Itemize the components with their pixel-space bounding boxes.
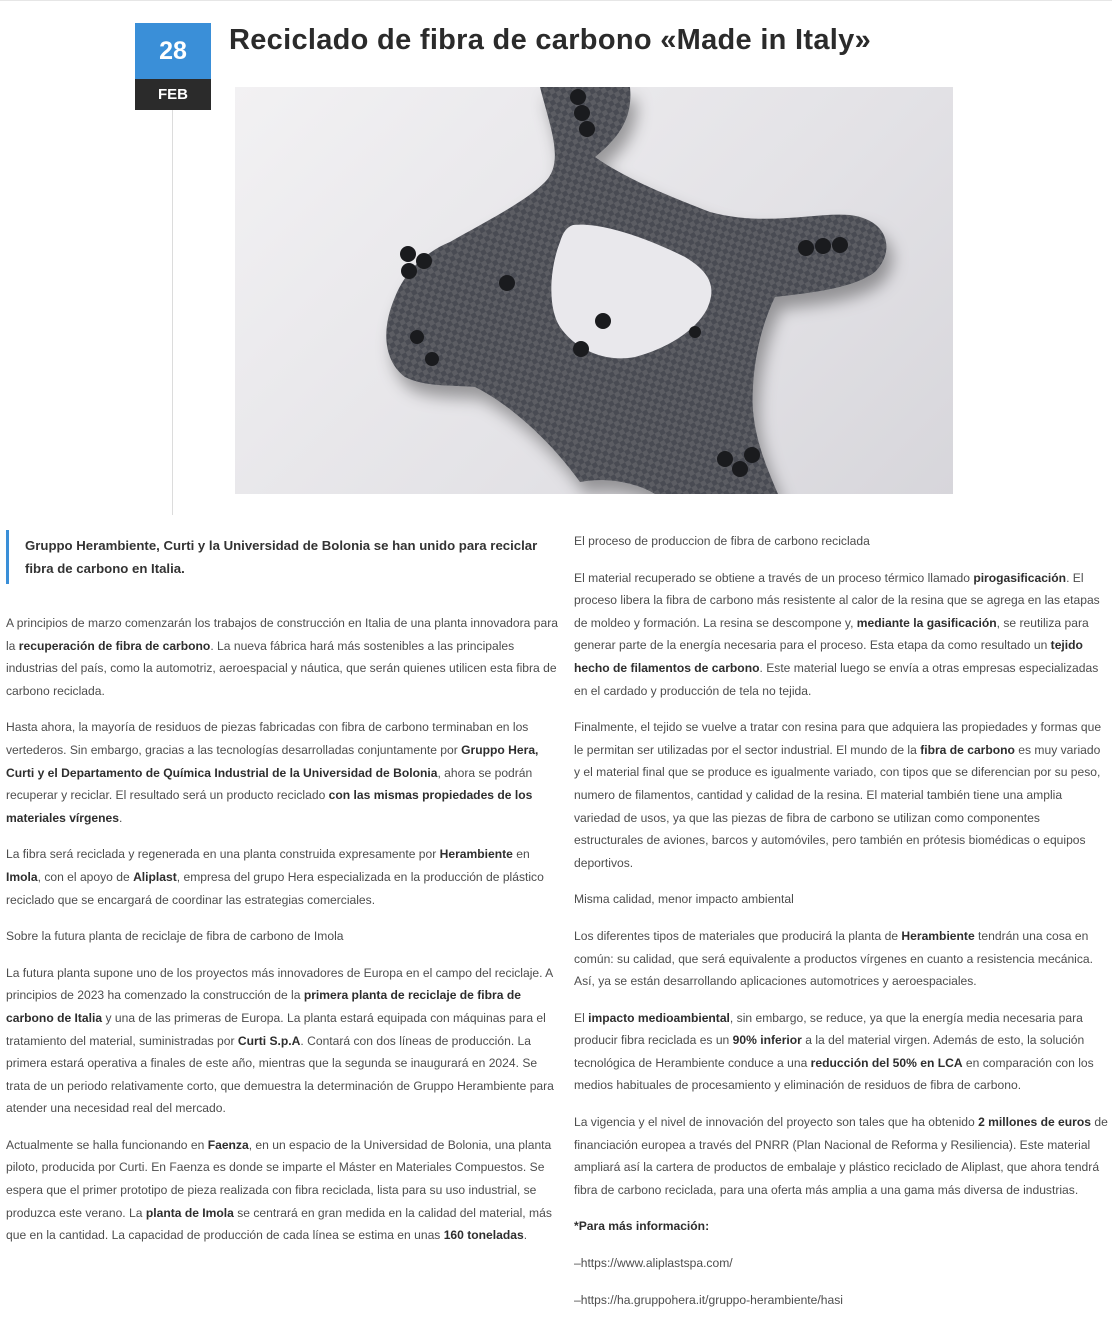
paragraph: Los diferentes tipos de materiales que producirá la planta de Herambiente tendrán una cosa en común: su calidad, que será equivalente a productos vírgenes en cuanto a resistencia mecánica. Así, ya se están desarrollando aplicaciones automotrices y aeroespaciales. xyxy=(574,928,1093,989)
paragraph: Actualmente se halla funcionando en Faenza, en un espacio de la Universidad de Bolonia, una planta piloto, producida por Curti. En Faenza es donde se imparte el Máster en Materiales Compuestos. Se espera que el primer prototipo de pieza realizada con fibra reciclada, lista para su uso industrial, se produzca este verano. La planta de Imola se centrará en gran medida en la calidad del material, más que en la cantidad. La capacidad de producción de cada línea se estima en unas 160 toneladas. xyxy=(6,1137,552,1243)
section-heading: Sobre la futura planta de reciclaje de fibra de carbono de Imola xyxy=(6,929,344,944)
link-aliplast[interactable]: –https://www.aliplastspa.com/ xyxy=(574,1256,733,1271)
link-herambiente[interactable]: –https://ha.gruppohera.it/gruppo-herambiente/hasi xyxy=(574,1292,843,1307)
section-heading: Misma calidad, menor impacto ambiental xyxy=(574,892,794,907)
top-divider xyxy=(0,0,1112,1)
section-heading: El proceso de produccion de fibra de carbono reciclada xyxy=(574,534,870,548)
timeline-line xyxy=(172,110,173,515)
more-info-label: *Para más información: xyxy=(574,1219,710,1234)
lead-quote: Gruppo Herambiente, Curti y la Universidad de Bolonia se han unido para reciclar fibra de carbono en Italia. xyxy=(6,530,558,584)
paragraph: La fibra será reciclada y regenerada en una planta construida expresamente por Herambiente en Imola, con el apoyo de Aliplast, empresa del grupo Hera especializada en la producción de plástico reciclado que se encargará de coordinar las estrategias comerciales. xyxy=(6,847,544,907)
featured-image[interactable] xyxy=(235,87,953,494)
post-title[interactable]: Reciclado de fibra de carbono «Made in Italy» xyxy=(229,24,872,56)
carbon-fiber-part-illustration xyxy=(235,87,953,494)
paragraph: A principios de marzo comenzarán los trabajos de construcción en Italia de una planta innovadora para la recuperación de fibra de carbono. La nueva fábrica hará más sostenibles a las principales industrias del país, como la automotriz, aeroespacial y náutica, que serán quienes utilicen esta fibra de carbono reciclada. xyxy=(6,616,558,698)
paragraph: El material recuperado se obtiene a través de un proceso térmico llamado pirogasificación. El proceso libera la fibra de carbono más resistente al calor de la resina que se agrega en las etapas de moldeo y formación. La resina se descompone y, mediante la gasificación, se reutiliza para generar parte de la energía necesaria para el proceso. Esta etapa da como resultado un tejido hecho de filamentos de carbono. Este material luego se envía a otras empresas especializadas en el cardado y producción de tela no tejida. xyxy=(574,570,1100,698)
paragraph: Hasta ahora, la mayoría de residuos de piezas fabricadas con fibra de carbono terminaban en los vertederos. Sin embargo, gracias a las tecnologías desarrolladas conjuntamente por Gruppo Hera, Curti y el Departamento de Química Industrial de la Universidad de Bolonia, ahora se podrán recuperar y reciclar. El resultado será un producto reciclado con las mismas propiedades de los materiales vírgenes. xyxy=(6,720,539,825)
paragraph: La vigencia y el nivel de innovación del proyecto son tales que ha obtenido 2 millones de euros de financiación europea a través del PNRR (Plan Nacional de Reforma y Resiliencia). Este material ampliará así la cartera de productos de embalaje y plástico reciclado de Aliplast, que ahora tendrá fibra de carbono reciclada, para una oferta más amplia a una gama más diversa de industrias. xyxy=(574,1115,1108,1197)
paragraph: La futura planta supone uno de los proyectos más innovadores de Europa en el campo del reciclaje. A principios de 2023 ha comenzado la construcción de la primera planta de reciclaje de fibra de carbono de Italia y una de las primeras de Europa. La planta estará equipada con máquinas para el tratamiento del material, suministradas por Curti S.p.A. Contará con dos líneas de producción. La primera estará operativa a finales de este año, mientras que la segunda se inaugurará en 2024. Se trata de un periodo relativamente corto, que demuestra la determinación de Gruppo Herambiente para atender una necesidad real del mercado. xyxy=(6,965,554,1116)
right-column xyxy=(574,530,1108,1325)
date-day: 28 xyxy=(135,23,211,79)
date-month: FEB xyxy=(135,79,211,110)
left-column xyxy=(6,530,558,1261)
paragraph: El impacto medioambiental, sin embargo, se reduce, ya que la energía media necesaria para producir fibra reciclada es un 90% inferior a la del material virgen. Además de esto, la solución tecnológica de Herambiente conduce a una reducción del 50% en LCA en comparación con los medios habituales de procesamiento y eliminación de residuos de fibra de carbono. xyxy=(574,1010,1094,1093)
post-date-badge xyxy=(135,23,211,110)
paragraph: Finalmente, el tejido se vuelve a tratar con resina para que adquiera las propiedades y formas que le permitan ser utilizadas por el sector industrial. El mundo de la fibra de carbono es muy variado y el material final que se produce es igualmente variado, con tipos que se diferencian por su peso, numero de filamentos, cantidad y calidad de la resina. El material también tiene una amplia variedad de usos, ya que las piezas de fibra de carbono se utilizan como componentes estructurales de aviones, barcos y automóviles, pero también en prótesis biomédicas o equipos deportivos. xyxy=(574,720,1102,870)
